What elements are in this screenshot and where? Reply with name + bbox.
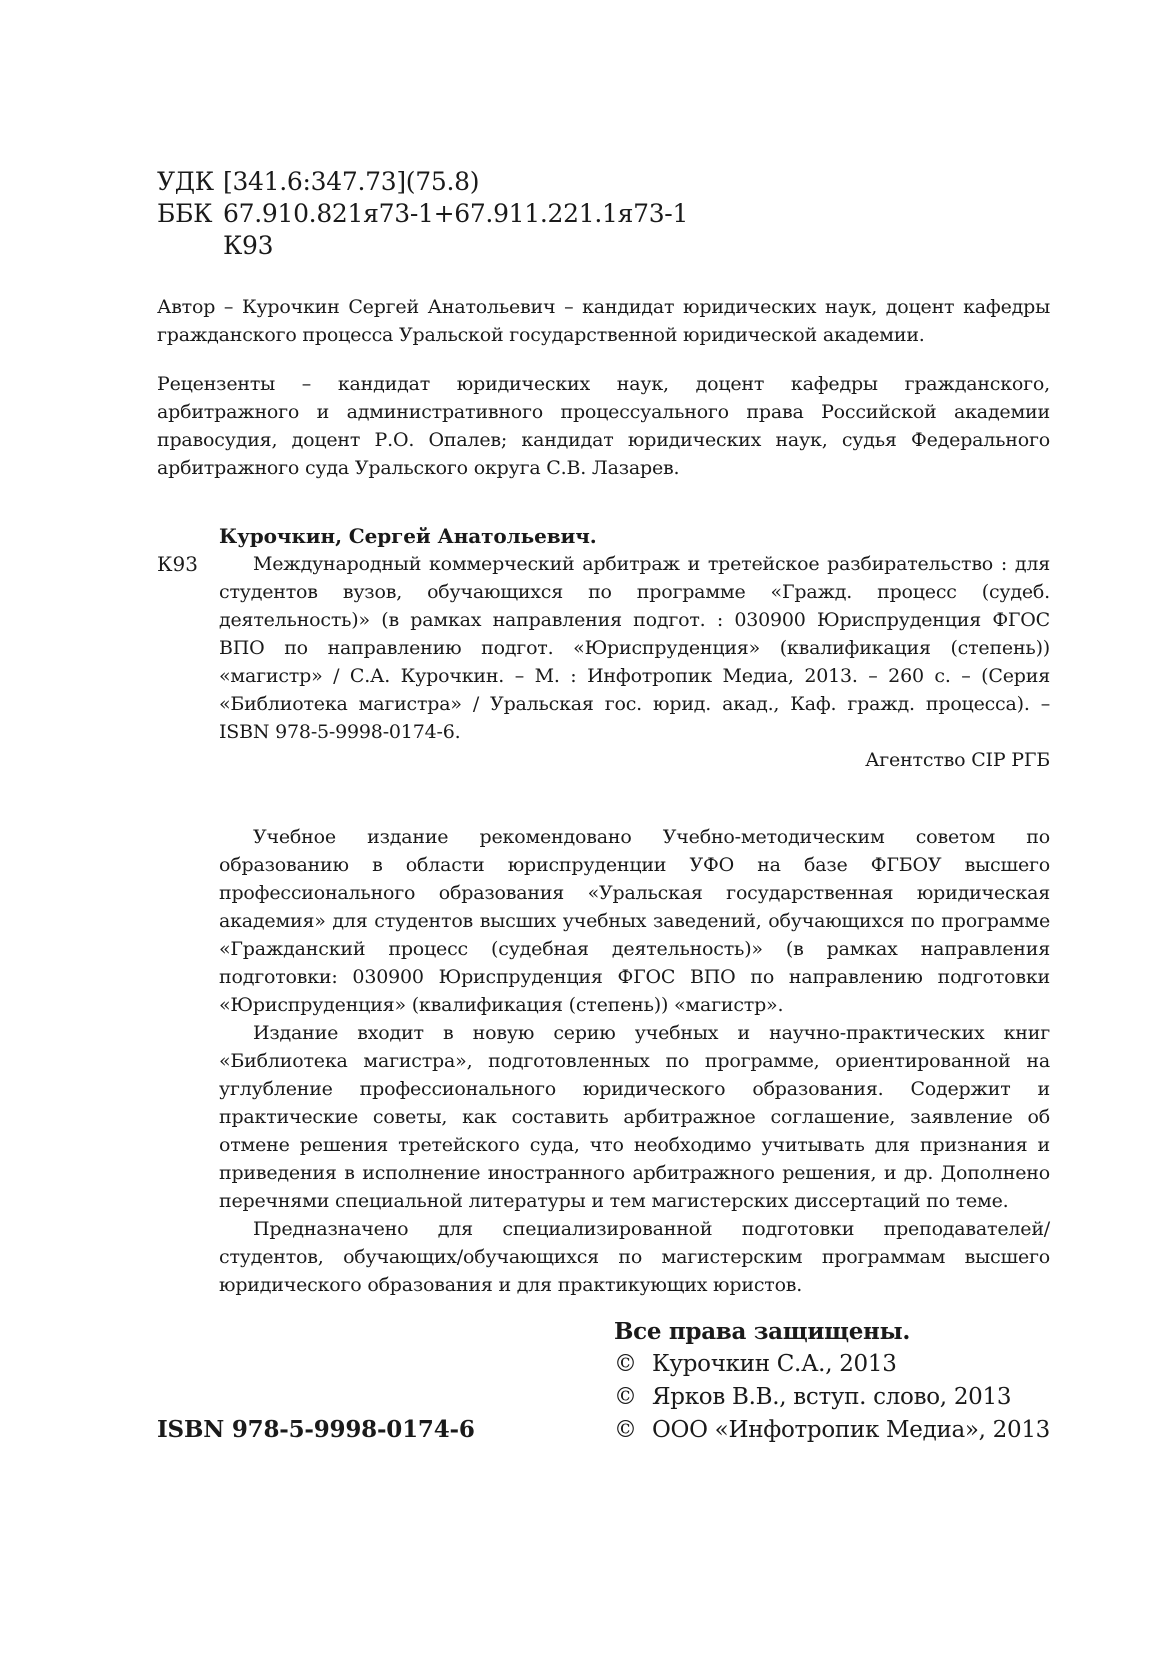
- udk-row: [157, 166, 1050, 198]
- bib-description-row: [157, 550, 1050, 746]
- copyright-holder: ООО «Инфотропик Медиа», 2013: [652, 1417, 1051, 1443]
- copyright-holder: Курочкин С.А., 2013: [652, 1351, 897, 1377]
- copyright-line: [614, 1348, 1054, 1381]
- copyright-icon: ©: [614, 1351, 637, 1377]
- author-info: Автор – Курочкин Сергей Анатольевич – кандидат юридических наук, доцент кафедры гражданского процесса Уральской государственной юридической академии.: [157, 296, 1050, 346]
- udk-value: [341.6:347.73](75.8): [223, 167, 480, 196]
- reviewers-info: Рецензенты – кандидат юридических наук, доцент кафедры гражданского, арбитражного и административного процессуального права Российской академии правосудия, доцент Р.О. Опалев; кандидат юридических наук, судья Федерального арбитражного суда Уральского округа С.В. Лазарев.: [157, 373, 1050, 479]
- copyright-holder: Ярков В.В., вступ. слово, 2013: [652, 1384, 1012, 1410]
- bbk-label: ББК: [157, 199, 213, 228]
- bibliographic-record: [157, 522, 1050, 774]
- annotation-paragraph-3: Предназначено для специализированной подготовки преподавателей/студентов, обучающих/обучающихся по магистерским программам высшего юридического образования и для практикующих юристов.: [219, 1218, 1050, 1296]
- copyright-line: [614, 1414, 1054, 1447]
- classification-block: [157, 166, 1050, 262]
- reviewers-block: [157, 370, 1050, 482]
- bbk-row: [157, 198, 1050, 230]
- annotation-paragraph-1: Учебное издание рекомендовано Учебно-методическим советом по образованию в области юриспруденции УФО на базе ФГБОУ высшего профессионального образования «Уральская государственная юридическая академия» для студентов высших учебных заведений, обучающихся по программе «Гражданский процесс (судебная деятельность)» (в рамках направления подготовки: 030900 Юриспруденция ФГОС ВПО по направлению подготовки «Юриспруденция» (квалификация (степень)) «магистр».: [219, 826, 1050, 1016]
- bib-code: К93: [157, 552, 198, 576]
- isbn: ISBN 978-5-9998-0174-6: [157, 1416, 475, 1443]
- rights-title: Все права защищены.: [614, 1318, 911, 1345]
- bbk-value: 67.910.821я73-1+67.911.221.1я73-1: [223, 199, 689, 228]
- rights-block: [614, 1315, 1054, 1447]
- copyright-line: [614, 1381, 1054, 1414]
- author-info-block: [157, 293, 1050, 349]
- annotation-block: [219, 823, 1050, 1299]
- copyright-icon: ©: [614, 1417, 637, 1443]
- bib-agency: Агентство CIP РГБ: [865, 749, 1050, 771]
- author-mark: К93: [223, 231, 274, 260]
- udk-label: УДК: [157, 167, 214, 196]
- author-mark-row: [157, 230, 1050, 262]
- annotation-paragraph-2: Издание входит в новую серию учебных и научно-практических книг «Библиотека магистра», подготовленных по программе, ориентированной на углубление профессионального юридического образования. Содержит и практические советы, как составить арбитражное соглашение, заявление об отмене решения третейского суда, что необходимо учитывать для признания и приведения в исполнение иностранного арбитражного решения, и др. Дополнено перечнями специальной литературы и тем магистерских диссертаций по теме.: [219, 1022, 1050, 1212]
- bib-description: Международный коммерческий арбитраж и третейское разбирательство : для студентов вузов, обучающихся по программе «Гражд. процесс (судеб. деятельность)» (в рамках направления подгот. : 030900 Юриспруденция ФГОС ВПО по направлению подгот. «Юриспруденция» (квалификация (степень)) «магистр» / С.А. Курочкин. – М. : Инфотропик Медиа, 2013. – 260 с. – (Серия «Библиотека магистра» / Уральская гос. юрид. акад., Каф. гражд. процесса). – ISBN 978-5-9998-0174-6.: [219, 553, 1050, 743]
- copyright-icon: ©: [614, 1384, 637, 1410]
- bib-author-heading: Курочкин, Сергей Анатольевич.: [219, 524, 597, 548]
